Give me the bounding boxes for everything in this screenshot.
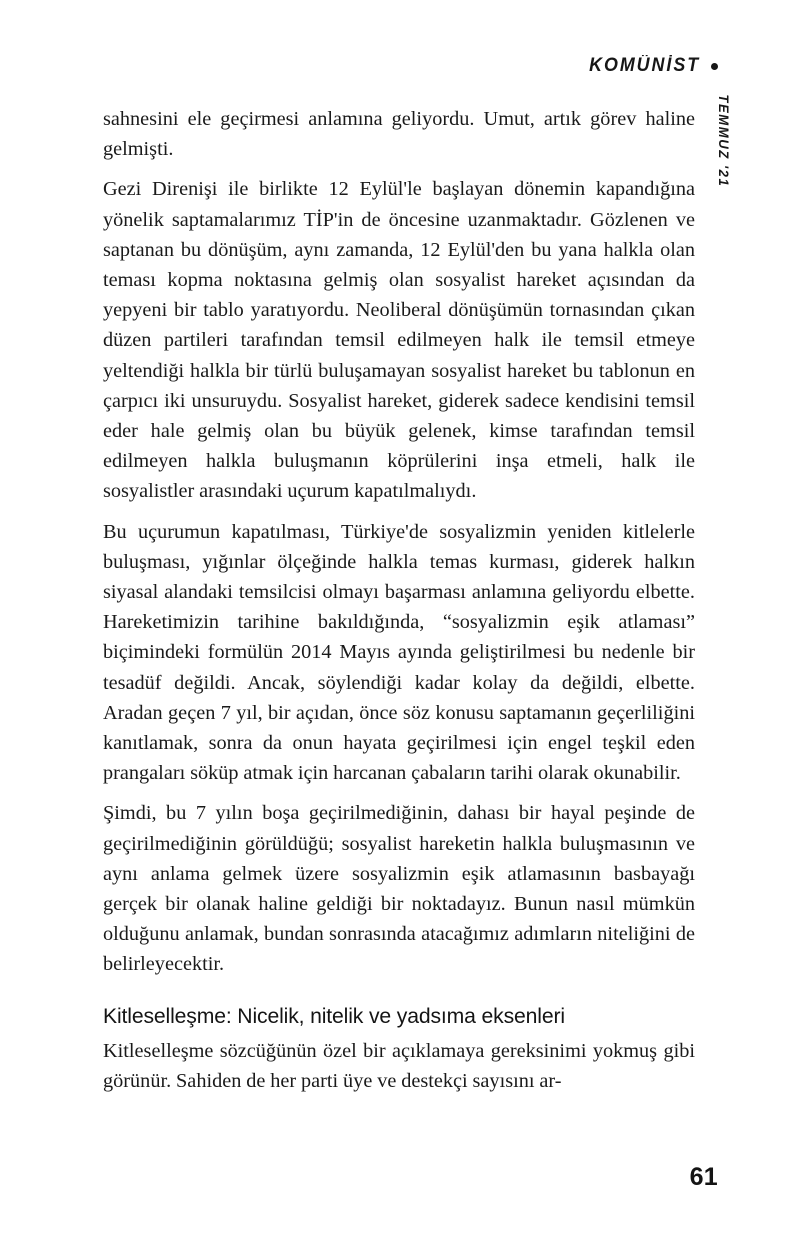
paragraph: Bu uçurumun kapatılması, Türkiye'de sosyalizmin yeniden kitlelerle buluşması, yığınlar ölçeğinde halkla temas kurması, giderek halkın siyasal alandaki temsilcisi olmayı başarması anlamına geliyordu elbette. Hareketimizin tarihine bakıldığında, “sosyalizmin eşik atlaması” biçimindeki formülün 2014 Mayıs ayında geliştirilmesi bu nedenle bir tesadüf değildi. Ancak, söylendiği kadar kolay da değildi, elbette. Aradan geçen 7 yıl, bir açıdan, önce söz konusu saptamanın geçerliliğini kanıtlamak, sonra da onun hayata geçirilmesi için engel teşkil eden prangaları söküp atmak için harcanan çabaların tarihi olarak okunabilir. <box>103 520 695 785</box>
section-heading: Kitleselleşme: Nicelik, nitelik ve yadsıma eksenleri <box>103 1003 565 1028</box>
paragraph: Gezi Direnişi ile birlikte 12 Eylül'le başlayan dönemin kapandığına yönelik saptamalarımız TİP'in de öncesine uzanmaktadır. Gözlenen ve saptanan bu dönüşüm, aynı zamanda, 12 Eylül'den bu yana halkla olan teması kopma noktasına gelmiş olan sosyalist hareket açısından da yepyeni bir tablo yaratıyordu. Neoliberal dönüşümün tornasından çıkan düzen partileri tarafından temsil edilmeyen halk ile temsil etmeye yeltendiği halkla bir türlü buluşamayan sosyalist hareket bu tablonun en çarpıcı iki unsuruydu. Sosyalist hareket, giderek sadece kendisini temsil eder hale gelmiş olan bu büyük gelenek, kimse tarafından temsil edilmeyen halkla buluşmanın köprülerini inşa etmeli, halk ile sosyalistler arasındaki uçurum kapatılmalıydı. <box>103 178 695 503</box>
text-column <box>103 104 695 1096</box>
publication-title: KOMÜNİST <box>588 55 700 76</box>
paragraph: Kitleselleşme sözcüğünün özel bir açıklamaya gereksinimi yokmuş gibi görünür. Sahiden de her parti üye ve destekçi sayısını ar- <box>103 1039 695 1092</box>
issue-date-vertical: TEMMUZ '21 <box>716 94 731 188</box>
paragraph: Şimdi, bu 7 yılın boşa geçirilmediğinin, dahası bir hayal peşinde de geçirilmediğinin görüldüğü; sosyalist hareketin halkla buluşmasının ve aynı anlama gelmek üzere sosyalizmin eşik atlamasının basbayağı gerçek bir olanak haline geldiği bir noktadayız. Bunun nasıl mümkün olduğunu anlamak, bundan sonrasında atacağımız adımların niteliğini de belirleyecektir. <box>103 802 695 976</box>
page-number: 61 <box>689 1163 718 1191</box>
paragraph: sahnesini ele geçirmesi anlamına geliyordu. Umut, artık görev haline gelmişti. <box>103 108 695 161</box>
running-head <box>582 55 718 77</box>
bullet-separator-icon <box>711 63 718 70</box>
